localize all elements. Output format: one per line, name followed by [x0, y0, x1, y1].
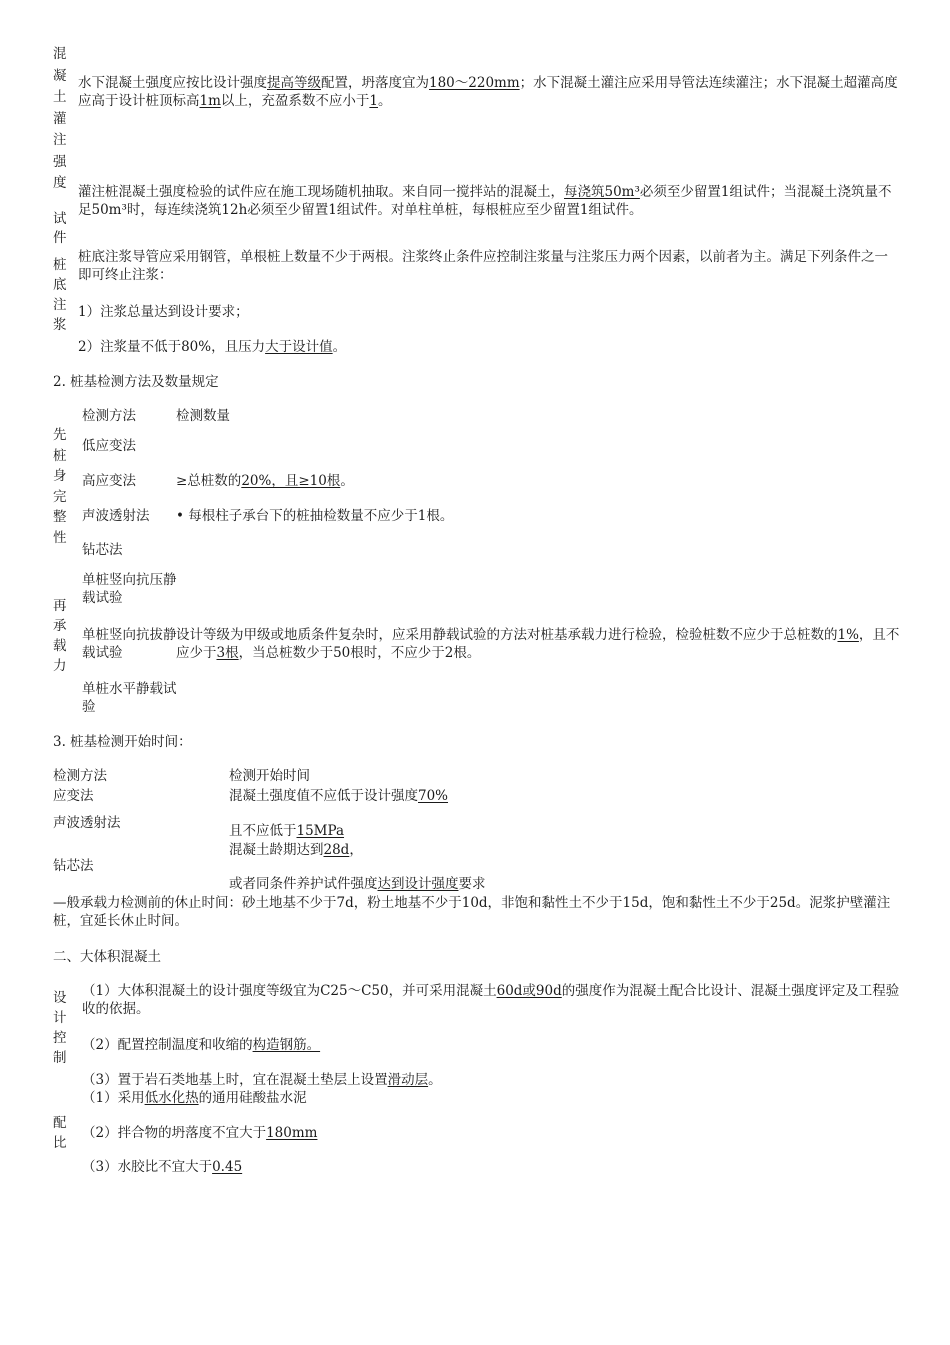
grout-condition-2: 2）注浆量不低于80%，且压力大于设计值。: [78, 339, 347, 355]
col-header-method: 检测方法: [82, 408, 136, 424]
method-low-strain: 低应变法: [82, 438, 136, 454]
method-sonic-logging: 声波透射法: [82, 508, 150, 524]
qty-high-strain: ≥总桩数的20%，且≥10根。: [176, 473, 354, 489]
label-pile-integrity: 先桩身完整性: [53, 427, 67, 546]
label-test-specimen: 试件: [53, 211, 67, 246]
method-horizontal-static: 单桩水平静载试验: [82, 681, 177, 715]
design-sliding-layer: （3）置于岩石类地基上时，宜在混凝土垫层上设置滑动层。: [82, 1072, 442, 1088]
time-strength-70: 混凝土强度值不应低于设计强度70%: [229, 788, 449, 804]
label-mix-ratio: 配比: [53, 1115, 67, 1151]
label-design-control: 设计控制: [53, 990, 67, 1066]
method-core-drilling: 钻芯法: [82, 542, 123, 558]
method-high-strain: 高应变法: [82, 473, 136, 489]
time-cured-specimen: 或者同条件养护试件强度达到设计强度要求: [229, 876, 486, 892]
label-pile-base-grouting: 桩底注浆: [53, 257, 67, 333]
col-header-quantity: 检测数量: [176, 408, 230, 424]
method-sonic-2: 声波透射法: [53, 815, 121, 831]
heading-inspection-timing: 3. 桩基检测开始时间：: [53, 734, 192, 750]
col-header-method-2: 检测方法: [53, 768, 107, 784]
para-grouting: 桩底注浆导管应采用钢管，单根桩上数量不少于两根。注浆终止条件应控制注浆量与注浆压力两个因素，以前者为主。满足下列条件之一即可终止注浆：: [78, 249, 888, 283]
label-concrete-pour-strength: 混凝土灌注强度: [53, 46, 67, 191]
col-header-start-time: 检测开始时间: [229, 768, 310, 784]
method-strain: 应变法: [53, 788, 94, 804]
para-test-specimen: 灌注桩混凝土强度检验的试件应在施工现场随机抽取。来自同一搅拌站的混凝土，每浇筑50m³必须至少留置1组试件；当混凝土浇筑量不足50m³时，每连续浇筑12h必须至少留置1组试件。对单柱单桩，每根桩应至少留置1组试件。: [78, 184, 892, 218]
qty-static-load: 设计等级为甲级或地质条件复杂时，应采用静载试验的方法对桩基承载力进行检验，检验桩数不应少于总桩数的1%，且不应少于3根，当总桩数少于50根时，不应少于2根。: [176, 627, 900, 661]
method-vertical-compression: 单桩竖向抗压静载试验: [82, 572, 177, 606]
time-min-15mpa: 且不应低于15MPa: [229, 823, 345, 839]
design-reinforcement: （2）配置控制温度和收缩的构造钢筋。: [82, 1037, 321, 1053]
design-strength-grade: （1）大体积混凝土的设计强度等级宜为C25～C50，并可采用混凝土60d或90d的强度作为混凝土配合比设计、混凝土强度评定及工程验收的依据。: [82, 983, 900, 1017]
method-vertical-uplift: 单桩竖向抗拔静载试验: [82, 627, 177, 661]
heading-mass-concrete: 二、大体积混凝土: [53, 949, 161, 965]
qty-sonic-logging: • 每根柱子承台下的桩抽检数量不应少于1根。: [176, 508, 454, 524]
label-bearing-capacity: 再承载力: [53, 598, 67, 674]
heading-inspection-methods: 2. 桩基检测方法及数量规定: [53, 374, 219, 390]
para-underwater-concrete: 水下混凝土强度应按比设计强度提高等级配置，坍落度宜为180～220mm；水下混凝土灌注应采用导管法连续灌注；水下混凝土超灌高度应高于设计桩顶标高1m以上，充盈系数不应小于1。: [78, 75, 898, 109]
time-age-28d: 混凝土龄期达到28d，: [229, 842, 363, 858]
mix-slump: （2）拌合物的坍落度不宜大于180mm: [82, 1125, 318, 1141]
mix-water-binder-ratio: （3）水胶比不宜大于0.45: [82, 1159, 243, 1175]
para-rest-period: —般承载力检测前的休止时间：砂土地基不少于7d，粉土地基不少于10d，非饱和黏性土不少于15d，饱和黏性土不少于25d。泥浆护壁灌注桩，宜延长休止时间。: [53, 895, 891, 929]
method-core-2: 钻芯法: [53, 858, 94, 874]
mix-low-heat-cement: （1）采用低水化热的通用硅酸盐水泥: [82, 1090, 307, 1106]
grout-condition-1: 1）注浆总量达到设计要求；: [78, 304, 249, 320]
